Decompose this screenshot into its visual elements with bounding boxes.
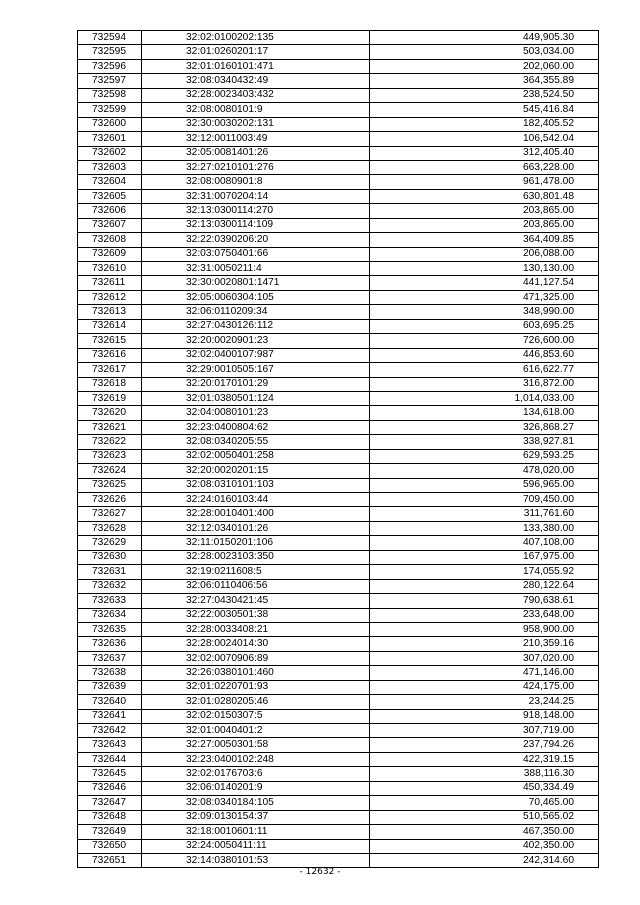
value-cell: 106,542.04 [370,132,599,146]
row-number-cell: 732629 [78,536,142,550]
table-row [78,594,599,608]
table-row [78,565,599,579]
value-cell: 446,853.60 [370,348,599,362]
cadastral-number-cell: 32:04:0080101:23 [142,406,370,420]
cadastral-number-cell: 32:13:0300114:270 [142,204,370,218]
value-cell: 503,034.00 [370,45,599,59]
table-row [78,724,599,738]
cadastral-number-cell: 32:01:0160101:471 [142,59,370,73]
cadastral-number-cell: 32:31:0070204:14 [142,189,370,203]
cadastral-number-cell: 32:05:0081401:26 [142,146,370,160]
table-row [78,825,599,839]
row-number-cell: 732607 [78,218,142,232]
value-cell: 206,088.00 [370,247,599,261]
value-cell: 958,900.00 [370,622,599,636]
cadastral-number-cell: 32:02:0176703:6 [142,767,370,781]
value-cell: 449,905.30 [370,31,599,45]
cadastral-number-cell: 32:08:0340432:49 [142,74,370,88]
cadastral-number-cell: 32:08:0340205:55 [142,435,370,449]
row-number-cell: 732614 [78,319,142,333]
value-cell: 450,334.49 [370,781,599,795]
table-row [78,420,599,434]
row-number-cell: 732626 [78,493,142,507]
row-number-cell: 732635 [78,622,142,636]
row-number-cell: 732595 [78,45,142,59]
row-number-cell: 732636 [78,637,142,651]
value-cell: 388,116.30 [370,767,599,781]
value-cell: 203,865.00 [370,204,599,218]
value-cell: 726,600.00 [370,334,599,348]
cadastral-number-cell: 32:09:0130154:37 [142,810,370,824]
table-row [78,276,599,290]
value-cell: 364,355.89 [370,74,599,88]
cadastral-number-cell: 32:01:0040401:2 [142,724,370,738]
table-row [78,637,599,651]
cadastral-number-cell: 32:26:0380101:460 [142,666,370,680]
cadastral-number-cell: 32:02:0150307:5 [142,709,370,723]
cadastral-number-cell: 32:22:0030501:38 [142,608,370,622]
value-cell: 202,060.00 [370,59,599,73]
row-number-cell: 732615 [78,334,142,348]
value-cell: 237,794.26 [370,738,599,752]
table-row [78,175,599,189]
value-cell: 134,618.00 [370,406,599,420]
table-row [78,752,599,766]
cadastral-number-cell: 32:31:0050211:4 [142,262,370,276]
cadastral-number-cell: 32:08:0310101:103 [142,478,370,492]
table-row [78,117,599,131]
cadastral-number-cell: 32:27:0050301:58 [142,738,370,752]
cadastral-number-cell: 32:20:0020201:15 [142,464,370,478]
table-row [78,160,599,174]
value-cell: 422,319.15 [370,752,599,766]
cadastral-number-cell: 32:23:0400102:248 [142,752,370,766]
table-row [78,305,599,319]
table-row [78,377,599,391]
value-cell: 630,801.48 [370,189,599,203]
cadastral-number-cell: 32:05:0060304:105 [142,290,370,304]
table-row [78,334,599,348]
row-number-cell: 732637 [78,651,142,665]
table-row [78,59,599,73]
value-cell: 918,148.00 [370,709,599,723]
value-cell: 307,020.00 [370,651,599,665]
cadastral-value-table [77,30,599,868]
row-number-cell: 732610 [78,262,142,276]
value-cell: 1,014,033.00 [370,391,599,405]
table-row [78,406,599,420]
table-row [78,767,599,781]
value-cell: 603,695.25 [370,319,599,333]
value-cell: 471,146.00 [370,666,599,680]
row-number-cell: 732604 [78,175,142,189]
table-row [78,132,599,146]
cadastral-number-cell: 32:30:0030202:131 [142,117,370,131]
row-number-cell: 732641 [78,709,142,723]
value-cell: 709,450.00 [370,493,599,507]
row-number-cell: 732602 [78,146,142,160]
table-row [78,622,599,636]
value-cell: 338,927.81 [370,435,599,449]
row-number-cell: 732594 [78,31,142,45]
row-number-cell: 732619 [78,391,142,405]
table-row [78,204,599,218]
table-row [78,796,599,810]
table-row [78,146,599,160]
value-cell: 961,478.00 [370,175,599,189]
table-row [78,839,599,853]
cadastral-number-cell: 32:27:0430126:112 [142,319,370,333]
value-cell: 133,380.00 [370,521,599,535]
cadastral-number-cell: 32:28:0023403:432 [142,88,370,102]
value-cell: 316,872.00 [370,377,599,391]
table-row [78,435,599,449]
row-number-cell: 732643 [78,738,142,752]
row-number-cell: 732651 [78,853,142,867]
row-number-cell: 732622 [78,435,142,449]
table-row [78,103,599,117]
row-number-cell: 732618 [78,377,142,391]
row-number-cell: 732612 [78,290,142,304]
cadastral-number-cell: 32:27:0210101:276 [142,160,370,174]
cadastral-number-cell: 32:06:0110406:56 [142,579,370,593]
cadastral-number-cell: 32:12:0011003:49 [142,132,370,146]
row-number-cell: 732650 [78,839,142,853]
cadastral-number-cell: 32:18:0010601:11 [142,825,370,839]
table-row [78,521,599,535]
row-number-cell: 732601 [78,132,142,146]
row-number-cell: 732623 [78,449,142,463]
cadastral-number-cell: 32:06:0140201:9 [142,781,370,795]
row-number-cell: 732633 [78,594,142,608]
cadastral-number-cell: 32:19:0211608:5 [142,565,370,579]
cadastral-number-cell: 32:28:0024014:30 [142,637,370,651]
value-cell: 663,228.00 [370,160,599,174]
cadastral-number-cell: 32:13:0300114:109 [142,218,370,232]
row-number-cell: 732627 [78,507,142,521]
cadastral-number-cell: 32:22:0390206:20 [142,233,370,247]
row-number-cell: 732611 [78,276,142,290]
table-row [78,449,599,463]
row-number-cell: 732605 [78,189,142,203]
table-row [78,74,599,88]
value-cell: 478,020.00 [370,464,599,478]
cadastral-number-cell: 32:01:0220701:93 [142,680,370,694]
table-row [78,247,599,261]
cadastral-number-cell: 32:08:0340184:105 [142,796,370,810]
cadastral-number-cell: 32:28:0033408:21 [142,622,370,636]
table-row [78,536,599,550]
row-number-cell: 732625 [78,478,142,492]
row-number-cell: 732621 [78,420,142,434]
cadastral-number-cell: 32:01:0380501:124 [142,391,370,405]
row-number-cell: 732645 [78,767,142,781]
table-row [78,651,599,665]
row-number-cell: 732596 [78,59,142,73]
cadastral-number-cell: 32:30:0020801:1471 [142,276,370,290]
cadastral-number-cell: 32:29:0010505:167 [142,363,370,377]
value-cell: 242,314.60 [370,853,599,867]
row-number-cell: 732620 [78,406,142,420]
cadastral-number-cell: 32:02:0070906:89 [142,651,370,665]
cadastral-number-cell: 32:20:0170101:29 [142,377,370,391]
cadastral-number-cell: 32:08:0080901:8 [142,175,370,189]
cadastral-number-cell: 32:12:0340101:26 [142,521,370,535]
table-row [78,218,599,232]
cadastral-number-cell: 32:02:0100202:135 [142,31,370,45]
cadastral-number-cell: 32:02:0400107:987 [142,348,370,362]
table-row [78,680,599,694]
value-cell: 311,761.60 [370,507,599,521]
row-number-cell: 732630 [78,550,142,564]
table-row [78,493,599,507]
value-cell: 364,409.85 [370,233,599,247]
row-number-cell: 732609 [78,247,142,261]
value-cell: 233,648.00 [370,608,599,622]
row-number-cell: 732617 [78,363,142,377]
table-row [78,738,599,752]
row-number-cell: 732628 [78,521,142,535]
table-row [78,348,599,362]
value-cell: 280,122.64 [370,579,599,593]
value-cell: 307,719.00 [370,724,599,738]
value-cell: 424,175.00 [370,680,599,694]
table-row [78,550,599,564]
row-number-cell: 732642 [78,724,142,738]
row-number-cell: 732613 [78,305,142,319]
row-number-cell: 732616 [78,348,142,362]
value-cell: 70,465.00 [370,796,599,810]
row-number-cell: 732599 [78,103,142,117]
table-row [78,810,599,824]
row-number-cell: 732638 [78,666,142,680]
table-row [78,290,599,304]
cadastral-number-cell: 32:24:0160103:44 [142,493,370,507]
value-cell: 182,405.52 [370,117,599,131]
row-number-cell: 732634 [78,608,142,622]
table-row [78,853,599,867]
value-cell: 407,108.00 [370,536,599,550]
row-number-cell: 732648 [78,810,142,824]
value-cell: 326,868.27 [370,420,599,434]
value-cell: 545,416.84 [370,103,599,117]
cadastral-number-cell: 32:20:0020901:23 [142,334,370,348]
value-cell: 471,325.00 [370,290,599,304]
table-row [78,608,599,622]
value-cell: 210,359.16 [370,637,599,651]
table-row [78,189,599,203]
cadastral-number-cell: 32:03:0750401:66 [142,247,370,261]
table-row [78,45,599,59]
table-row [78,695,599,709]
table-row [78,666,599,680]
value-cell: 510,565.02 [370,810,599,824]
value-cell: 467,350.00 [370,825,599,839]
value-cell: 174,055.92 [370,565,599,579]
cadastral-number-cell: 32:08:0080101:9 [142,103,370,117]
row-number-cell: 732624 [78,464,142,478]
table-row [78,319,599,333]
row-number-cell: 732647 [78,796,142,810]
cadastral-number-cell: 32:23:0400804:62 [142,420,370,434]
row-number-cell: 732649 [78,825,142,839]
value-cell: 23,244.25 [370,695,599,709]
value-cell: 790,638.61 [370,594,599,608]
cadastral-number-cell: 32:28:0023103:350 [142,550,370,564]
table-row [78,478,599,492]
row-number-cell: 732644 [78,752,142,766]
table-row [78,579,599,593]
table-row [78,709,599,723]
row-number-cell: 732632 [78,579,142,593]
cadastral-number-cell: 32:02:0050401:258 [142,449,370,463]
table-row [78,507,599,521]
value-cell: 441,127.54 [370,276,599,290]
row-number-cell: 732597 [78,74,142,88]
table-row [78,781,599,795]
cadastral-number-cell: 32:14:0380101:53 [142,853,370,867]
row-number-cell: 732608 [78,233,142,247]
value-cell: 348,990.00 [370,305,599,319]
row-number-cell: 732598 [78,88,142,102]
value-cell: 167,975.00 [370,550,599,564]
cadastral-number-cell: 32:01:0280205:46 [142,695,370,709]
value-cell: 203,865.00 [370,218,599,232]
cadastral-number-cell: 32:27:0430421:45 [142,594,370,608]
table-row [78,233,599,247]
value-cell: 130,130.00 [370,262,599,276]
table-row [78,31,599,45]
table-row [78,464,599,478]
row-number-cell: 732600 [78,117,142,131]
cadastral-number-cell: 32:01:0260201:17 [142,45,370,59]
page-number: - 12632 - [299,867,341,877]
cadastral-number-cell: 32:06:0110209:34 [142,305,370,319]
row-number-cell: 732640 [78,695,142,709]
table-row [78,262,599,276]
cadastral-number-cell: 32:24:0050411:11 [142,839,370,853]
value-cell: 629,593.25 [370,449,599,463]
cadastral-number-cell: 32:11:0150201:106 [142,536,370,550]
value-cell: 238,524.50 [370,88,599,102]
value-cell: 616,622.77 [370,363,599,377]
row-number-cell: 732603 [78,160,142,174]
value-cell: 312,405.40 [370,146,599,160]
row-number-cell: 732646 [78,781,142,795]
row-number-cell: 732639 [78,680,142,694]
table-row [78,391,599,405]
table-row [78,88,599,102]
row-number-cell: 732631 [78,565,142,579]
cadastral-number-cell: 32:28:0010401:400 [142,507,370,521]
value-cell: 402,350.00 [370,839,599,853]
table-row [78,363,599,377]
table-body [78,31,599,868]
value-cell: 596,965.00 [370,478,599,492]
row-number-cell: 732606 [78,204,142,218]
